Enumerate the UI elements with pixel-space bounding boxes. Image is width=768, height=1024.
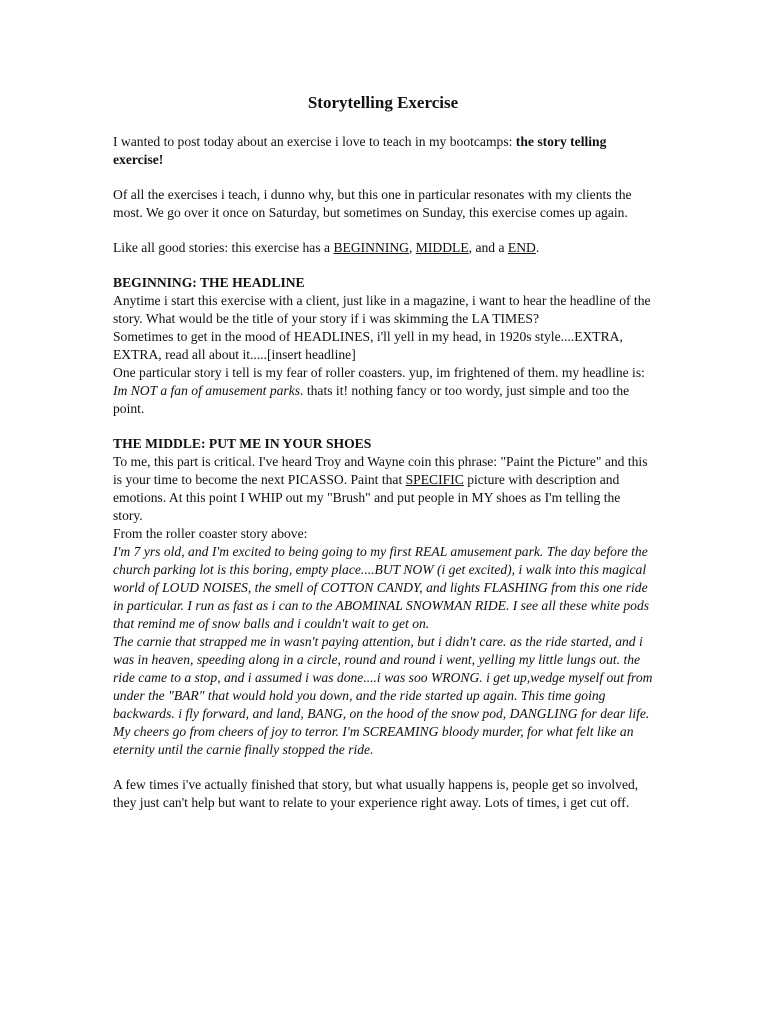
beginning-line-2: Sometimes to get in the mood of HEADLINES, i'll yell in my head, in 1920s style....EXTRA, EXTRA, read all about it.....[insert headline] [113,329,623,362]
section-gap-2 [113,759,653,776]
para3-sep1: , [408,240,416,255]
para3-prefix: Like all good stories: this exercise has a [113,240,334,255]
middle-section [113,435,653,759]
document-page [113,92,653,829]
section-gap [113,418,653,435]
story-part-2-text: The carnie that strapped me in wasn't paying attention, but i didn't care. as the ride started, and i was in heaven, speeding along in a circle, round and round i went, yelling my little lungs out. the ride came to a stop, and i assumed i was done....i was soo WRONG. i get up,wedge myself out from under the "BAR" that would hold you down, and the ride started up again. This time going backwards. i fly forward, and land, BANG, on the hood of the snow pod, DANGLING for dear life. My cheers go from cheers of joy to terror. I'm SCREAMING bloody murder, for what felt like an eternity until the carnie finally stopped the ride. [113,634,653,757]
headline-example: Im NOT a fan of amusement parks [113,383,301,398]
story-part-2 [113,633,653,759]
middle-line-1-prefix: To me, this part is critical. I've heard Troy and Wayne coin this phrase: "Paint the Picture" and this is your time to become the next PICASSO. Paint that [113,454,648,487]
middle-line-2: From the roller coaster story above: [113,526,308,541]
closing-paragraph: A few times i've actually finished that story, but what usually happens is, people get so involved, they just can't help but want to relate to your experience right away. Lots of times, i get cut off. [113,777,639,810]
beginning-line-3-suffix: . thats it! nothing fancy or too wordy, just simple and too the point. [113,383,630,416]
paragraph-2: Of all the exercises i teach, i dunno why, but this one in particular resonates with my clients the most. We go over it once on Saturday, but sometimes on Sunday, this exercise comes up again. [113,187,632,220]
beginning-line-1: Anytime i start this exercise with a client, just like in a magazine, i want to hear the headline of the story. What would be the title of your story if i was skimming the LA TIMES? [113,293,651,326]
intro-text: I wanted to post today about an exercise i love to teach in my bootcamps: [113,134,516,149]
specific-word: SPECIFIC [405,472,464,487]
beginning-line-3 [113,364,653,418]
middle-heading: THE MIDDLE: PUT ME IN YOUR SHOES [113,436,372,451]
story-part-1 [113,543,653,633]
middle-line-1-suffix: picture with description and emotions. At this point I WHIP out my "Brush" and put people in MY shoes as I'm telling the story. [113,472,621,523]
beginning-heading: BEGINNING: THE HEADLINE [113,275,305,290]
beginning-section [113,274,653,418]
end-word: END [507,240,536,255]
beginning-line-3-prefix: One particular story i tell is my fear of roller coasters. yup, im frightened of them. my headline is: [113,365,645,380]
middle-word: MIDDLE [415,240,469,255]
paragraph-3 [113,239,653,257]
intro-paragraph [113,133,653,169]
document-title: Storytelling Exercise [307,93,459,112]
story-part-1-text: I'm 7 yrs old, and I'm excited to being going to my first REAL amusement park. The day before the church parking lot is this boring, empty place....BUT NOW (i get excited), i walk into this magical world of LOUD NOISES, the smell of COTTON CANDY, and lights FLASHING from this one ride in particular. I run as fast as i can to the ABOMINAL SNOWMAN RIDE. I see all these white pods that remind me of snow balls and i couldn't wait to get on. [113,544,650,631]
middle-line-1 [113,453,653,525]
para3-sep2: , and a [468,240,508,255]
para3-suffix: . [535,240,540,255]
beginning-word: BEGINNING [333,240,409,255]
intro-bold: the story telling exercise! [113,134,607,167]
